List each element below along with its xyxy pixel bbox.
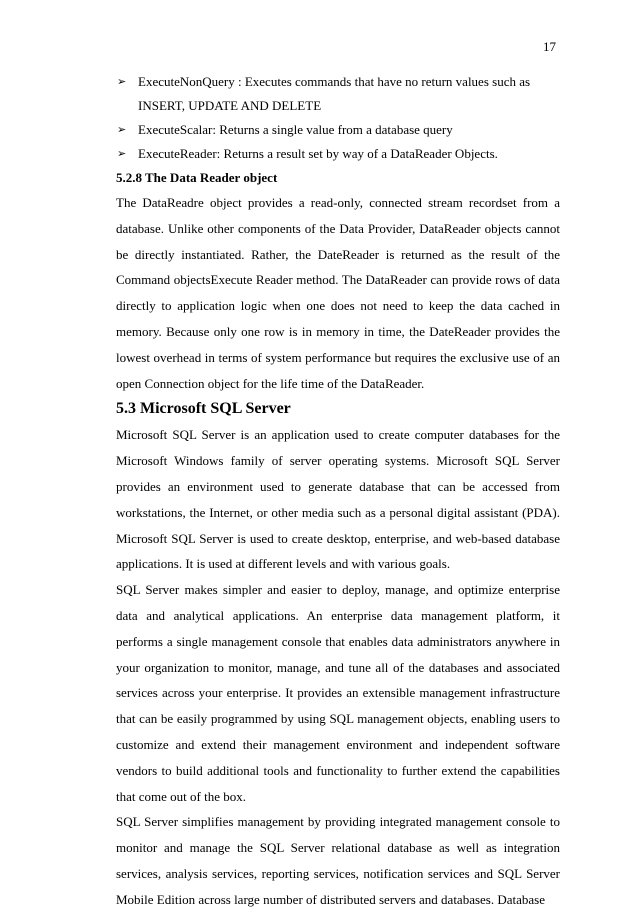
section-heading-5-2-8: 5.2.8 The Data Reader object [116, 170, 278, 185]
arrow-bullet-icon: ➢ [117, 147, 127, 160]
arrow-bullet-icon: ➢ [117, 123, 127, 136]
paragraph: SQL Server makes simpler and easier to deploy, manage, and optimize enterprise data and analytical applications. An enterprise data management platform, it performs a single management console that enables data administrators anywhere in your organization to monitor, manage, and tune all of the databases and associated services across your enterprise. It provides an extensible management infrastructure that can be easily programmed by using SQL management objects, enabling users to customize and extend their management environment and independent software vendors to build additional tools and functionality to further extend the capabilities that come out of the box. [116, 582, 560, 804]
paragraph: SQL Server simplifies management by providing integrated management console to monitor and manage the SQL Server relational database as well as integration services, analysis services, reporting services, notification services and SQL Server Mobile Edition across large number of distributed servers and databases. Database [116, 814, 560, 907]
arrow-bullet-icon: ➢ [117, 75, 127, 88]
page-number: 17 [543, 39, 556, 54]
paragraph: Microsoft SQL Server is an application used to create computer databases for the Microsoft Windows family of server operating systems. Microsoft SQL Server provides an environment used to generate database that can be accessed from workstations, the Internet, or other media such as a personal digital assistant (PDA). Microsoft SQL Server is used to create desktop, enterprise, and web-based database applications. It is used at different levels and with various goals. [116, 427, 560, 572]
paragraph: The DataReadre object provides a read-only, connected stream recordset from a database. Unlike other components of the Data Provider, DataReader objects cannot be directly instantiated. Rather, the DateReader is returned as the result of the Command objectsExecute Reader method. The DataReader can provide rows of data directly to application logic when one does not need to keep the data cached in memory. Because only one row is in memory in time, the DateReader provides the lowest overhead in terms of system performance but requires the exclusive use of an open Connection object for the life time of the DataReader. [116, 195, 560, 391]
list-item-text: ExecuteScalar: Returns a single value from a database query [138, 122, 453, 137]
list-item-text: ExecuteNonQuery : Executes commands that have no return values such as INSERT, UPDATE AND DELETE [138, 74, 531, 113]
list-item [116, 142, 560, 166]
section-heading-5-3: 5.3 Microsoft SQL Server [116, 400, 291, 418]
list-item [116, 118, 560, 142]
list-item-text: ExecuteReader: Returns a result set by way of a DataReader Objects. [138, 146, 498, 161]
page-content [116, 70, 560, 913]
list-item [116, 70, 560, 118]
bullet-list [116, 70, 560, 166]
